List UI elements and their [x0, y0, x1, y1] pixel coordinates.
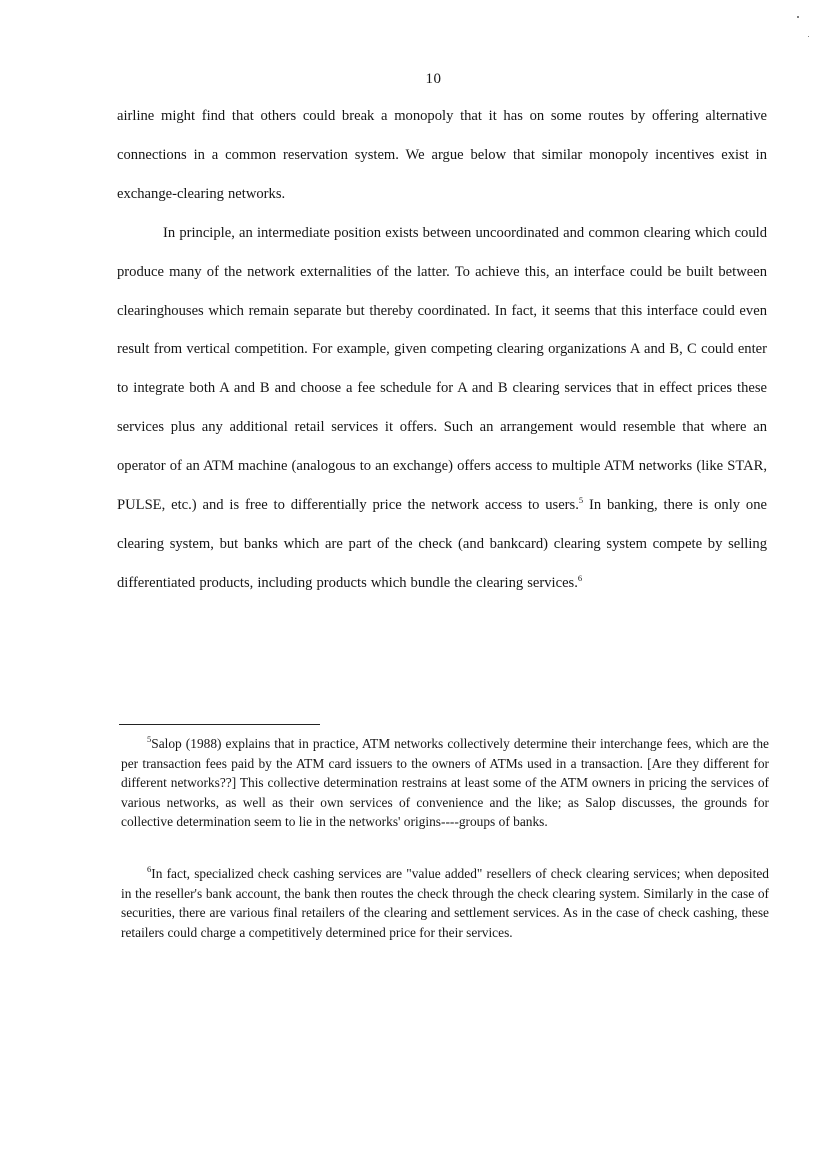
scan-speck	[797, 16, 799, 18]
footnote-ref-5: 5	[578, 495, 584, 506]
footnote-5-text: Salop (1988) explains that in practice, ATM networks collectively determine their interchange fees, which are the per transaction fees paid by the ATM card issuers to the owners of ATMs used in a transaction. [Are they different for different networks??] This collective determination restrains at least some of the ATM owners in pricing the services of various networks, as well as their own services of convenience and the like; as Salop discusses, the grounds for collective determination seem to lie in the networks' origins----groups of banks.	[121, 736, 769, 829]
scan-speck	[808, 36, 809, 37]
paragraph-text-part-1: In principle, an intermediate position exists between uncoordinated and common clearing which could produce many of the network externalities of the latter. To achieve this, an interface could be built between clearinghouses which remain separate but thereby coordinated. In fact, it seems that this interface could even result from vertical competition. For example, given competing clearing organizations A and B, C could enter to integrate both A and B and choose a fee schedule for A and B clearing services that in effect prices these services plus any additional retail services it offers. Such an arrangement would resemble that where an operator of an ATM machine (analogous to an exchange) offers access to multiple ATM networks (like STAR, PULSE, etc.) and is free to differentially price the network access to users.	[117, 224, 767, 514]
footnote-6-mark: 6	[147, 864, 152, 874]
footnote-5-mark: 5	[147, 734, 152, 744]
footnote-5	[121, 734, 769, 832]
paragraph-intermediate-position	[117, 214, 767, 603]
footnote-6-text: In fact, specialized check cashing services are "value added" resellers of check clearing services; when deposited in the reseller's bank account, the bank then routes the check through the check clearing system. Similarly in the case of securities, there are various final retailers of the clearing and settlement services. As in the case of check cashing, these retailers could charge a competitively determined price for their services.	[121, 866, 769, 940]
footnote-divider	[119, 724, 320, 725]
page-number: 10	[425, 71, 442, 87]
paragraph-continued: airline might find that others could break a monopoly that it has on some routes by offering alternative connections in a common reservation system. We argue below that similar monopoly incentives exist in exchange-clearing networks.	[117, 108, 767, 202]
footnote-6	[121, 864, 769, 942]
footnote-ref-6: 6	[577, 572, 583, 583]
body-text	[117, 97, 767, 603]
paragraph-text-part-2: In banking, there is only one clearing system, but banks which are part of the check (and bankcard) clearing system compete by selling differentiated products, including products which bundle the clearing services.	[117, 497, 768, 591]
